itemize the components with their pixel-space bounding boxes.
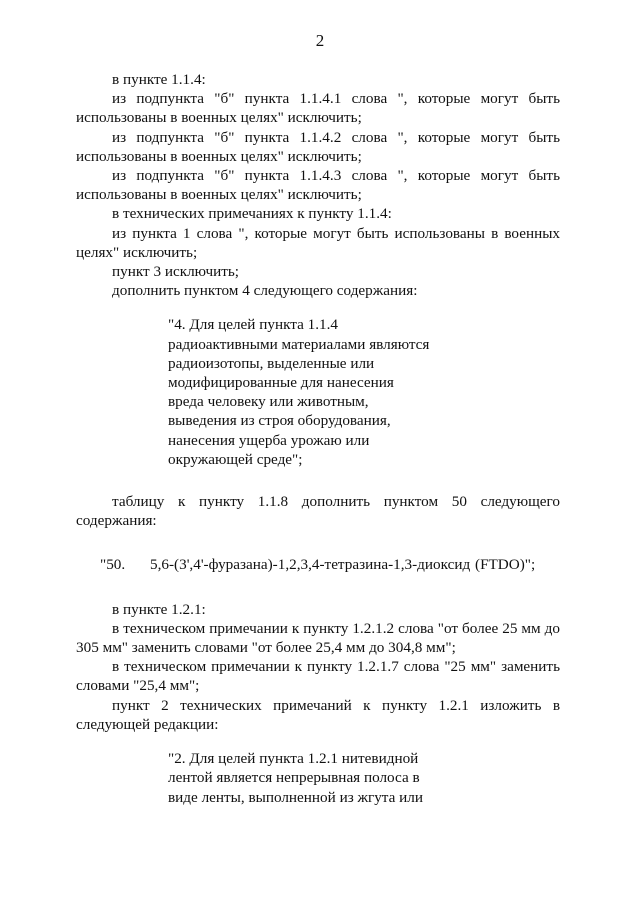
paragraph: в пункте 1.2.1: — [112, 600, 206, 618]
formula-number: "50. — [100, 556, 126, 574]
paragraph: из подпункта "б" пункта 1.1.4.3 слова ", которые могут быть использованы в военных целях" исключить; — [76, 167, 560, 204]
quote-line: выведения из строя оборудования, — [168, 412, 391, 430]
quote-line: виде ленты, выполненной из жгута или — [168, 788, 423, 806]
paragraph: в техническом примечании к пункту 1.2.1.7 слова "25 мм" заменить словами "25,4 мм"; — [76, 658, 560, 695]
paragraph: из пункта 1 слова ", которые могут быть использованы в военных целях" исключить; — [76, 224, 560, 261]
quote-line: нанесения ущерба урожаю или — [168, 431, 370, 449]
paragraph: таблицу к пункту 1.1.8 дополнить пунктом 50 следующего содержания: — [76, 493, 560, 530]
quoted-definition-1 — [168, 315, 468, 469]
quote-line: лентой является непрерывная полоса в — [168, 769, 420, 787]
quote-line: модифицированные для нанесения — [168, 374, 394, 392]
paragraph: в технических примечаниях к пункту 1.1.4: — [112, 205, 392, 223]
quote-line: вреда человеку или животным, — [168, 393, 369, 411]
quote-line: "4. Для целей пункта 1.1.4 — [168, 316, 338, 334]
paragraph: пункт 3 исключить; — [112, 263, 239, 281]
document-body — [76, 70, 560, 807]
quote-line: окружающей среде"; — [168, 450, 303, 468]
paragraph: из подпункта "б" пункта 1.1.4.1 слова ", которые могут быть использованы в военных целях" исключить; — [76, 90, 560, 127]
paragraph: дополнить пунктом 4 следующего содержания: — [112, 282, 418, 300]
paragraph: из подпункта "б" пункта 1.1.4.2 слова ", которые могут быть использованы в военных целях" исключить; — [76, 128, 560, 165]
quote-line: радиоактивными материалами являются — [168, 335, 430, 353]
paragraph: в техническом примечании к пункту 1.2.1.2 слова "от более 25 мм до 305 мм" заменить словами "от более 25,4 мм до 304,8 мм"; — [76, 619, 560, 657]
page-number: 2 — [315, 31, 325, 50]
quoted-definition-2 — [168, 749, 468, 807]
formula-entry — [76, 555, 560, 574]
quote-line: радиоизотопы, выделенные или — [168, 354, 375, 372]
paragraph: в пункте 1.1.4: — [112, 71, 206, 88]
paragraph: пункт 2 технических примечаний к пункту 1.2.1 изложить в следующей редакции: — [76, 696, 560, 733]
quote-line: "2. Для целей пункта 1.2.1 нитевидной — [168, 750, 419, 768]
formula-text: 5,6-(3',4'-фуразана)-1,2,3,4-тетразина-1,3-диоксид (FTDO)"; — [150, 556, 536, 574]
